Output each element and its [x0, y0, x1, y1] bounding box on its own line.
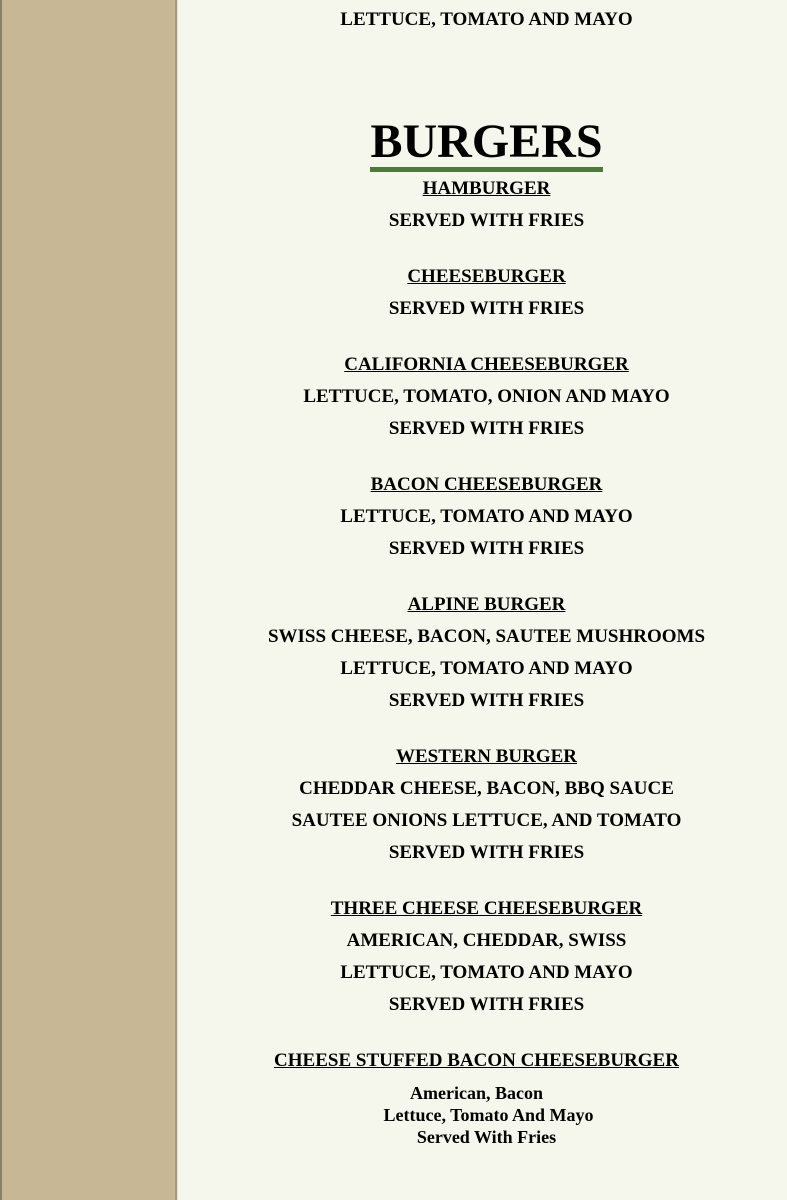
menu-item-description: LETTUCE, TOMATO AND MAYO — [340, 506, 633, 527]
section-title-text: BURGERS — [370, 117, 602, 172]
menu-item-description: LETTUCE, TOMATO AND MAYO — [340, 658, 633, 679]
section-title — [186, 114, 787, 172]
menu-item-title: CALIFORNIA CHEESEBURGER — [344, 354, 629, 375]
menu-item-description: SERVED WITH FRIES — [388, 538, 585, 559]
menu-item-description: LETTUCE, TOMATO, ONION AND MAYO — [303, 386, 670, 407]
menu-item-description: SERVED WITH FRIES — [388, 690, 585, 711]
menu-item-title: BACON CHEESEBURGER — [370, 474, 603, 495]
menu-item-title: THREE CHEESE CHEESEBURGER — [330, 898, 643, 919]
menu-item-title: WESTERN BURGER — [395, 746, 578, 767]
menu-item-description: American, Bacon — [410, 1083, 543, 1103]
menu-item-description: SERVED WITH FRIES — [388, 210, 585, 231]
menu-item-description: SWISS CHEESE, BACON, SAUTEE MUSHROOMS — [267, 626, 706, 647]
previous-item-description: LETTUCE, TOMATO AND MAYO — [340, 9, 633, 30]
menu-item-title: ALPINE BURGER — [407, 594, 566, 615]
menu-item-title: HAMBURGER — [422, 178, 551, 199]
menu-item-description: SERVED WITH FRIES — [388, 298, 585, 319]
menu-item-description: SERVED WITH FRIES — [388, 842, 585, 863]
menu-item-description: LETTUCE, TOMATO AND MAYO — [340, 962, 633, 983]
menu-item-description: CHEDDAR CHEESE, BACON, BBQ SAUCE — [299, 778, 674, 799]
menu-item-description: SERVED WITH FRIES — [388, 418, 585, 439]
menu-content — [186, 0, 787, 1200]
menu-item-title: CHEESE STUFFED BACON CHEESEBURGER — [274, 1050, 679, 1071]
menu-item-description: Served With Fries — [416, 1127, 557, 1147]
menu-item-description: AMERICAN, CHEDDAR, SWISS — [346, 930, 627, 951]
menu-item-description: Lettuce, Tomato And Mayo — [383, 1105, 594, 1125]
menu-item-title: CHEESEBURGER — [407, 266, 566, 287]
menu-item-description: SAUTEE ONIONS LETTUCE, AND TOMATO — [291, 810, 682, 831]
left-sidebar — [0, 0, 178, 1200]
menu-item-description: SERVED WITH FRIES — [388, 994, 585, 1015]
